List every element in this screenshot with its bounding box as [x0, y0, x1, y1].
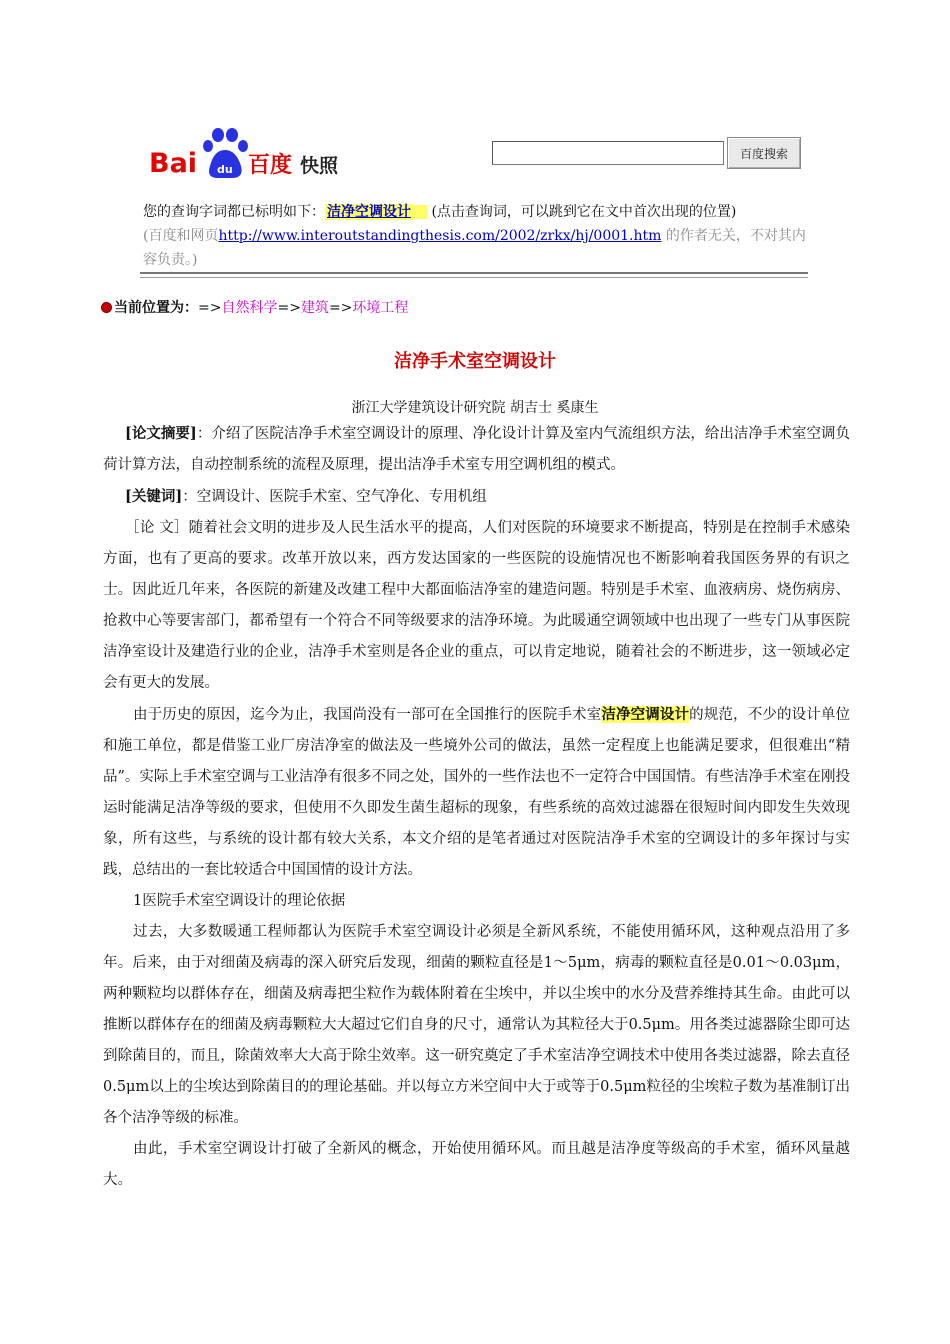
breadcrumb-item-natural-science[interactable]: 自然科学: [221, 300, 278, 316]
article-authors: 浙江大学建筑设计研究院 胡吉士 奚康生: [351, 400, 599, 416]
abstract: [论文摘要]：介绍了医院洁净手术室空调设计的原理、净化设计计算及室内气流组织方法，给出洁净手术室空调负荷计算方法，自动控制系统的流程及原理，提出洁净手术室专用空调机组的模式。: [103, 425, 850, 473]
bullet-icon: [101, 302, 112, 313]
query-word-link[interactable]: 洁净空调设计: [327, 204, 411, 220]
svg-text:快照: 快照: [300, 155, 339, 177]
breadcrumb-label: 当前位置为：: [114, 300, 198, 316]
article-title: 洁净手术室空调设计: [394, 351, 556, 372]
highlight-swatch: [413, 205, 427, 219]
breadcrumb-item-architecture[interactable]: 建筑: [300, 300, 329, 316]
divider-thin: [140, 277, 808, 278]
search-input[interactable]: [492, 141, 724, 165]
paragraph-3: 过去，大多数暖通工程师都认为医院手术室空调设计必须是全新风系统，不能使用循环风，这种观点沿用了多年。后来，由于对细菌及病毒的深入研究后发现，细菌的颗粒直径是1～5μm，病毒的颗粒直径是0.01～0.03μm，两种颗粒均以群体存在，细菌及病毒把尘粒作为载体附着在尘埃中，并以尘埃中的水分及营养维持其生命。由此可以推断以群体存在的细菌及病毒颗粒大大超过它们自身的尺寸，通常认为其粒径大于0.5μm。用各类过滤器除尘即可达到除菌目的，而且，除菌效率大大高于除尘效率。这一研究奠定了手术室洁净空调技术中使用各类过滤器，除去直径0.5μm以上的尘埃达到除菌目的的理论基础。并以每立方米空间中大于或等于0.5μm粒径的尘埃粒子数为基准制订出各个洁净等级的标准。: [103, 924, 850, 1126]
breadcrumb: 当前位置为：=>自然科学=>建筑=>环境工程: [101, 297, 408, 319]
query-notice: [143, 200, 808, 272]
paragraph-2: 由于历史的原因，迄今为止，我国尚没有一部可在全国推行的医院手术室洁净空调设计的规范，不少的设计单位和施工单位，都是借鉴工业厂房洁净室的做法及一些境外公司的做法，虽然一定程度上也能满足要求，但很难出“精品”。实际上手术室空调与工业洁净有很多不同之处，国外的一些作法也不一定符合中国国情。有些洁净手术室在刚投运时能满足洁净等级的要求，但使用不久即发生菌生超标的现象，有些系统的高效过滤器在很短时间内即发生失效现象，所有这些，与系统的设计都有较大关系，本文介绍的是笔者通过对医院洁净手术室的空调设计的多年探讨与实践，总结出的一套比较适合中国国情的设计方法。: [103, 706, 851, 878]
breadcrumb-item-environment[interactable]: 环境工程: [352, 300, 409, 316]
notice-suffix: (点击查询词，可以跳到它在文中首次出现的位置): [431, 204, 737, 220]
query-highlight: 洁净空调设计: [601, 706, 690, 723]
source-url-link[interactable]: http://www.interoutstandingthesis.com/2002/zrkx/hj/0001.htm: [218, 228, 662, 244]
svg-text:百度: 百度: [248, 153, 293, 178]
svg-text:Bai: Bai: [149, 148, 198, 179]
baidu-kuaizhao-logo: [148, 126, 363, 184]
paragraph-1: ［论 文］随着社会文明的进步及人民生活水平的提高，人们对医院的环境要求不断提高，特别是在控制手术感染方面，也有了更高的要求。改革开放以来，西方发达国家的一些医院的设施情况也不断影响着我国医务界的有识之士。因此近几年来，各医院的新建及改建工程中大都面临洁净室的建造问题。特别是手术室、血液病房、烧伤病房、抢救中心等要害部门，都希望有一个符合不同等级要求的洁净环境。为此暖通空调领域中也出现了一些专门从事医院洁净室设计及建造行业的企业，洁净手术室则是各企业的重点，可以肯定地说，随着社会的不断进步，这一领域必定会有更大的发展。: [103, 520, 851, 691]
article-body: [103, 418, 850, 1196]
section-heading-1: 1医院手术室空调设计的理论依据: [133, 893, 346, 909]
disclaimer: (百度和网页http://www.interoutstandingthesis.com/2002/zrkx/hj/0001.htm 的作者无关，不对其内容负责。): [143, 228, 806, 268]
divider-thick: [140, 272, 808, 274]
svg-text:du: du: [217, 163, 233, 176]
notice-prefix: 您的查询字词都已标明如下：: [143, 204, 325, 220]
keywords: [关键词]：空调设计、医院手术室、空气净化、专用机组: [125, 488, 487, 505]
search-button[interactable]: 百度搜索: [727, 137, 801, 169]
paragraph-4: 由此，手术室空调设计打破了全新风的概念，开始使用循环风。而且越是洁净度等级高的手术室，循环风量越大。: [103, 1141, 850, 1188]
